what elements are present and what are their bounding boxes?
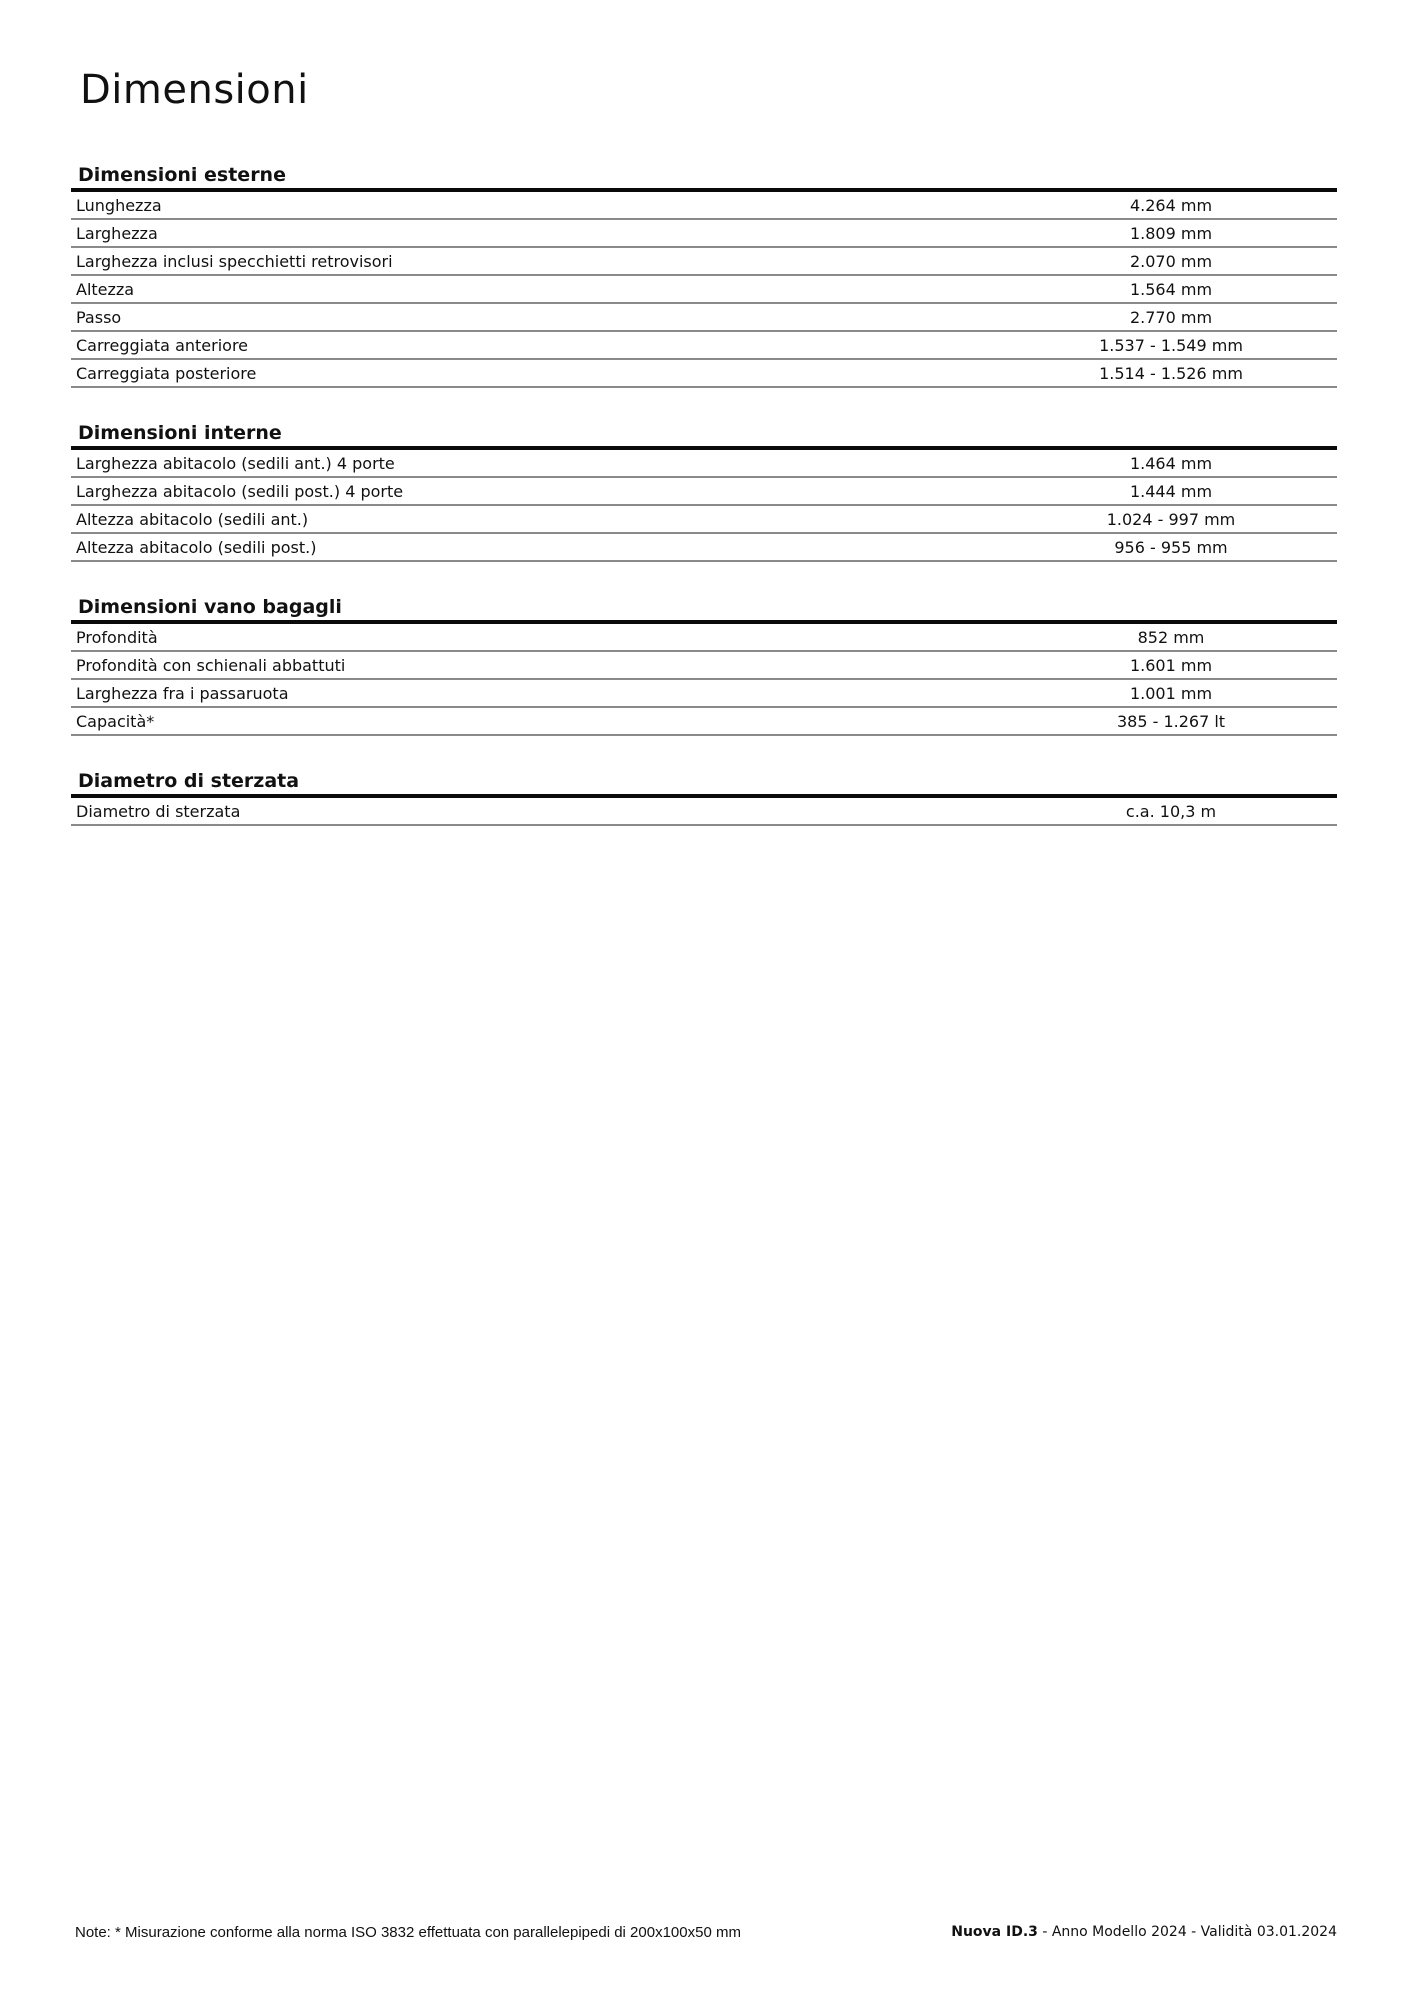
- table-row: [71, 276, 1337, 304]
- row-value: 1.514 - 1.526 mm: [1099, 363, 1243, 383]
- page-title: Dimensioni: [80, 66, 309, 113]
- table-row: [71, 708, 1337, 736]
- model-name: Nuova ID.3: [951, 1924, 1038, 1940]
- table-row: [71, 332, 1337, 360]
- section-exterior-dimensions: [71, 160, 1337, 388]
- row-label: Carreggiata anteriore: [76, 335, 249, 355]
- row-value: 852 mm: [1137, 627, 1205, 647]
- table-row: [71, 478, 1337, 506]
- row-value: 2.070 mm: [1129, 251, 1213, 271]
- table-row: [71, 652, 1337, 680]
- row-label: Profondità: [76, 627, 158, 647]
- spec-sections: [71, 160, 1337, 856]
- row-label: Lunghezza: [76, 195, 162, 215]
- table-row: [71, 220, 1337, 248]
- row-value: 1.601 mm: [1129, 655, 1213, 675]
- row-value: 1.564 mm: [1129, 279, 1213, 299]
- row-label: Profondità con schienali abbattuti: [76, 655, 346, 675]
- section-title: Dimensioni interne: [71, 418, 1337, 450]
- row-label: Larghezza inclusi specchietti retrovisori: [76, 251, 393, 271]
- row-value: 385 - 1.267 lt: [1116, 711, 1226, 731]
- section-title: Dimensioni vano bagagli: [71, 592, 1337, 624]
- row-label: Diametro di sterzata: [76, 801, 241, 821]
- row-label: Larghezza: [76, 223, 158, 243]
- table-row: [71, 192, 1337, 220]
- row-label: Altezza abitacolo (sedili post.): [76, 537, 317, 557]
- section-interior-dimensions: [71, 418, 1337, 562]
- table-row: [71, 360, 1337, 388]
- row-label: Larghezza abitacolo (sedili ant.) 4 porte: [76, 453, 395, 473]
- footnote: Note: * Misurazione conforme alla norma ISO 3832 effettuata con parallelepipedi di 200x100x50 mm: [75, 1924, 741, 1941]
- table-row: [71, 248, 1337, 276]
- section-title: Diametro di sterzata: [71, 766, 1337, 798]
- table-row: [71, 624, 1337, 652]
- row-value: 1.809 mm: [1129, 223, 1213, 243]
- table-row: [71, 680, 1337, 708]
- table-row: [71, 506, 1337, 534]
- row-label: Passo: [76, 307, 122, 327]
- row-value: 2.770 mm: [1129, 307, 1213, 327]
- row-label: Capacità*: [76, 711, 155, 731]
- row-label: Larghezza abitacolo (sedili post.) 4 porte: [76, 481, 404, 501]
- model-validity: [951, 1924, 1337, 1941]
- row-value: 1.537 - 1.549 mm: [1099, 335, 1243, 355]
- section-title: Dimensioni esterne: [71, 160, 1337, 192]
- row-label: Carreggiata posteriore: [76, 363, 257, 383]
- page-footer: [75, 1924, 1337, 1941]
- row-value: 956 - 955 mm: [1114, 537, 1228, 557]
- row-value: 1.001 mm: [1129, 683, 1213, 703]
- table-row: [71, 534, 1337, 562]
- table-row: [71, 450, 1337, 478]
- model-details: - Anno Modello 2024 - Validità 03.01.2024: [1037, 1924, 1337, 1940]
- section-turning-diameter: [71, 766, 1337, 826]
- row-label: Larghezza fra i passaruota: [76, 683, 289, 703]
- row-label: Altezza abitacolo (sedili ant.): [76, 509, 309, 529]
- row-value: c.a. 10,3 m: [1125, 801, 1217, 821]
- row-value: 1.464 mm: [1129, 453, 1213, 473]
- row-value: 1.024 - 997 mm: [1106, 509, 1236, 529]
- table-row: [71, 304, 1337, 332]
- row-value: 1.444 mm: [1129, 481, 1213, 501]
- section-luggage-dimensions: [71, 592, 1337, 736]
- row-label: Altezza: [76, 279, 135, 299]
- table-row: [71, 798, 1337, 826]
- row-value: 4.264 mm: [1129, 195, 1213, 215]
